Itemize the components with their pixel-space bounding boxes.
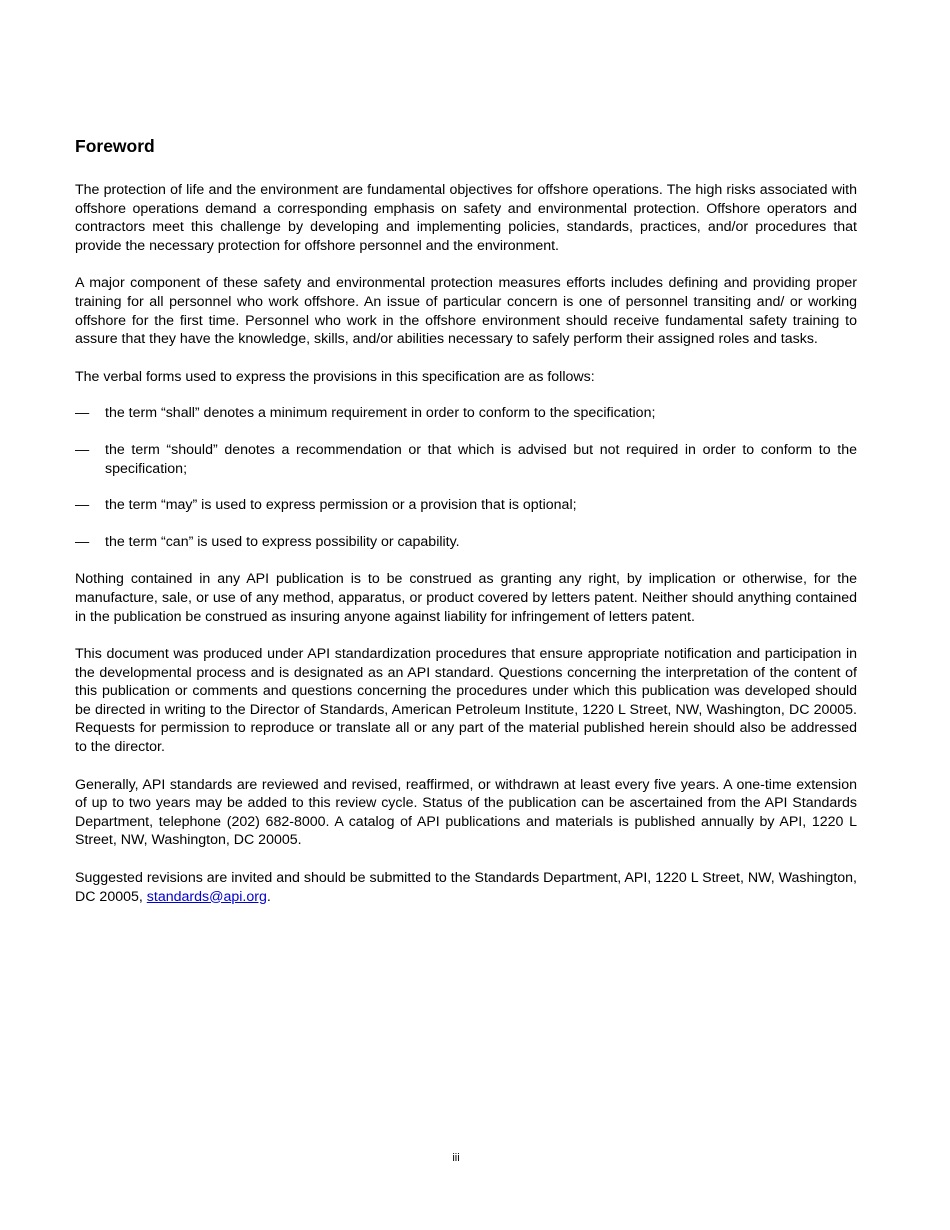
paragraph-intro: The protection of life and the environment are fundamental objectives for offshore operations. The high risks associated with offshore operations demand a corresponding emphasis on safety and environmental protection. Offshore operators and contractors meet this challenge by developing and implementing policies, standards, practices, and/or procedures that provide the necessary protection for offshore personnel and the environment. (75, 182, 857, 254)
dash-bullet: — (75, 441, 90, 458)
paragraph-review-cycle: Generally, API standards are reviewed and revised, reaffirmed, or withdrawn at least every five years. A one-time extension of up to two years may be added to this review cycle. Status of the publication can be ascertained from the API Standards Department, telephone (202) 682-8000. A catalog of API publications and materials is published annually by API, 1220 L Street, NW, Washington, DC 20005. (75, 776, 857, 849)
page-title: Foreword (75, 136, 155, 156)
dash-bullet: — (75, 405, 90, 422)
email-link[interactable]: standards@api.org (146, 888, 267, 905)
list-item-can (75, 533, 857, 552)
list-item-text: the term “shall” denotes a minimum requirement in order to conform to the specification; (105, 405, 656, 422)
dash-bullet: — (75, 497, 90, 514)
revisions-text: Suggested revisions are invited and should be submitted to the Standards Department, API, 1220 L Street, NW, Washington, DC 20005, (75, 870, 857, 905)
page-number: iii (452, 1152, 460, 1164)
list-item-text: the term “may” is used to express permission or a provision that is optional; (105, 497, 577, 514)
list-item-shall (75, 404, 857, 423)
list-item-should (75, 441, 857, 478)
paragraph-verbal-forms: The verbal forms used to express the provisions in this specification are as follows: (75, 368, 595, 385)
revisions-period: . (266, 888, 271, 905)
paragraph-training: A major component of these safety and environmental protection measures efforts includes defining and providing proper training for all personnel who work offshore. An issue of particular concern is one of personnel transiting and/ or working offshore for the first time. Personnel who work in the offshore environment should receive fundamental safety training to assure that they have the knowledge, skills, and/or abilities necessary to safely perform their assigned roles and tasks. (75, 275, 857, 348)
paragraph-standardization: This document was produced under API standardization procedures that ensure appropriate notification and participation in the developmental process and is designated as an API standard. Questions concerning the interpretation of the content of this publication or comments and questions concerning the procedures under which this publication was developed should be directed in writing to the Director of Standards, American Petroleum Institute, 1220 L Street, NW, Washington, DC 20005. Requests for permission to reproduce or translate all or any part of the material published herein should also be addressed to the director. (75, 646, 857, 756)
list-item-text: the term “can” is used to express possibility or capability. (105, 533, 460, 550)
paragraph-patent: Nothing contained in any API publication is to be construed as granting any right, by implication or otherwise, for the manufacture, sale, or use of any method, apparatus, or product covered by letters patent. Neither should anything contained in the publication be construed as insuring anyone against liability for infringement of letters patent. (75, 571, 857, 625)
list-item-may (75, 496, 857, 515)
list-item-text: the term “should” denotes a recommendation or that which is advised but not required in order to conform to the specification; (105, 441, 857, 477)
document-page (75, 135, 857, 906)
paragraph-suggested-revisions (75, 869, 857, 906)
dash-bullet: — (75, 533, 90, 550)
